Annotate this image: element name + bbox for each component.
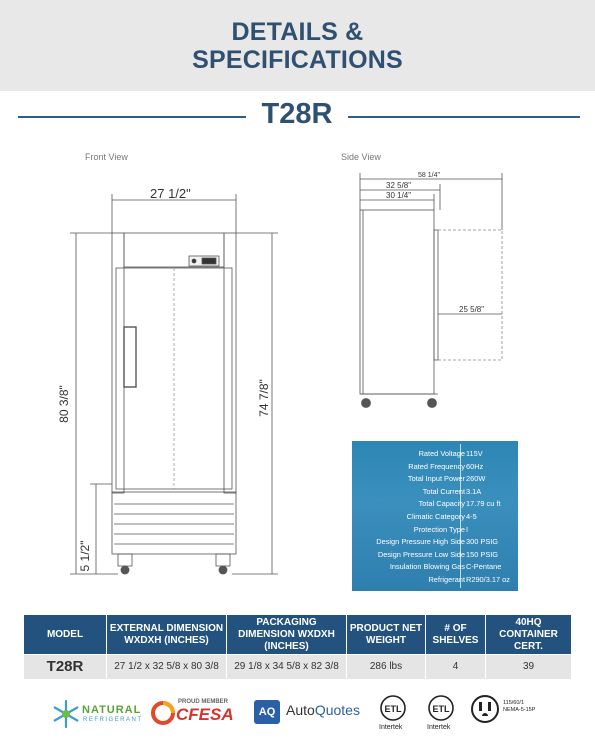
spec-row — [359, 448, 518, 460]
cell-model: T28R — [24, 655, 106, 679]
snowflake-icon — [50, 698, 82, 730]
intertek-label-1: Intertek — [379, 724, 403, 731]
spec-row — [359, 524, 518, 536]
spec-label: Design Pressure Low Side — [377, 549, 465, 559]
spec-value: 3.1A — [466, 486, 482, 496]
cell-shelves: 4 — [426, 655, 485, 679]
front-view-label: Front View — [85, 152, 128, 162]
spec-value: 150 PSIG — [466, 549, 499, 559]
cfesa-logo-text: CFESA — [176, 705, 234, 724]
etl-sanitation-icon — [426, 693, 456, 723]
spec-row — [359, 461, 518, 473]
page-title-line1: DETAILS & — [231, 18, 364, 46]
side-door-dim: 25 5/8" — [459, 305, 485, 314]
side-depth-dim: 32 5/8" — [386, 181, 412, 190]
spec-value: C-Pentane — [466, 562, 502, 572]
side-overall-dim: 58 1/4" — [418, 172, 440, 179]
front-total-height-dim: 80 3/8" — [57, 385, 71, 423]
spec-value: 17.79 cu ft — [466, 499, 501, 509]
spec-value: I — [466, 524, 469, 534]
spec-value: 260W — [466, 474, 486, 484]
spec-list — [359, 441, 518, 591]
cell-packaging-dimension: 29 1/8 x 34 5/8 x 82 3/8 — [227, 655, 346, 679]
etl-mark-2: ETL — [432, 704, 450, 714]
column-header-external-dimension: EXTERNAL DIMENSION WXDXH (INCHES) — [107, 615, 226, 654]
spec-label: Insulation Blowing Gas — [389, 562, 465, 572]
page-title-line2: SPECIFICATIONS — [192, 46, 403, 74]
spec-label: Total Input Power — [407, 474, 465, 484]
natural-logo-text: NATURAL — [82, 704, 142, 716]
spec-value: R290/3.17 oz — [466, 575, 510, 584]
cell-external-dimension: 27 1/2 x 32 5/8 x 80 3/8 — [107, 655, 226, 679]
spec-row — [359, 473, 518, 485]
side-view-label: Side View — [341, 152, 381, 162]
spec-row — [359, 511, 518, 523]
spec-value: 115V — [466, 449, 483, 458]
spec-label: Design Pressure High Side — [376, 537, 465, 547]
aq-badge: AQ — [254, 700, 280, 724]
spec-label: Total Capacity — [418, 499, 465, 509]
refrigerant-logo-text: REFRIGERANT — [83, 717, 143, 723]
side-body-dim: 30 1/4" — [386, 191, 412, 200]
spec-row — [359, 549, 518, 561]
cfesa-proud-member: PROUD MEMBER — [178, 699, 229, 705]
column-header-packaging-dimension: PACKAGING DIMENSION WXDXH (INCHES) — [227, 615, 346, 654]
table-header-row — [24, 615, 571, 654]
front-body-height-dim: 74 7/8" — [257, 379, 271, 417]
certification-logos — [0, 688, 595, 743]
column-header-container-cert: 40HQ CONTAINER CERT. — [486, 615, 571, 654]
column-header-net-weight: PRODUCT NET WEIGHT — [347, 615, 425, 654]
nema-plug-icon — [470, 694, 500, 724]
column-header-shelves: # OF SHELVES — [426, 615, 485, 654]
spec-label: Climatic Category — [406, 512, 465, 521]
front-base-dim: 5 1/2" — [78, 540, 92, 572]
etl-listed-icon — [378, 693, 408, 723]
spec-label: Rated Frequency — [408, 461, 465, 471]
autoquotes-logo: AutoQuotes — [286, 702, 360, 718]
cell-net-weight: 286 lbs — [347, 655, 425, 679]
spec-row — [359, 498, 518, 510]
spec-row — [359, 536, 518, 548]
spec-label: Refrigerant — [428, 575, 465, 584]
spec-row — [359, 561, 518, 573]
front-width-dim: 27 1/2" — [150, 186, 191, 201]
spec-row — [359, 574, 518, 586]
nema-label: 115/60/1 NEMA-5-15P — [503, 700, 536, 713]
spec-row — [359, 486, 518, 498]
spec-label: Rated Voltage — [418, 449, 465, 458]
spec-value: 4-5 — [466, 512, 477, 521]
intertek-label-2: Intertek — [427, 724, 451, 731]
cfesa-swirl-icon — [150, 700, 176, 726]
model-title: T28R — [261, 98, 333, 130]
column-header-model: MODEL — [24, 615, 106, 654]
spec-value: 300 PSIG — [466, 537, 499, 547]
etl-mark-1: ETL — [384, 704, 402, 714]
spec-label: Protection Type — [413, 524, 465, 534]
cell-container-cert: 39 — [486, 655, 571, 679]
spec-value: 60Hz — [466, 461, 484, 471]
spec-label: Total Current — [422, 486, 465, 496]
